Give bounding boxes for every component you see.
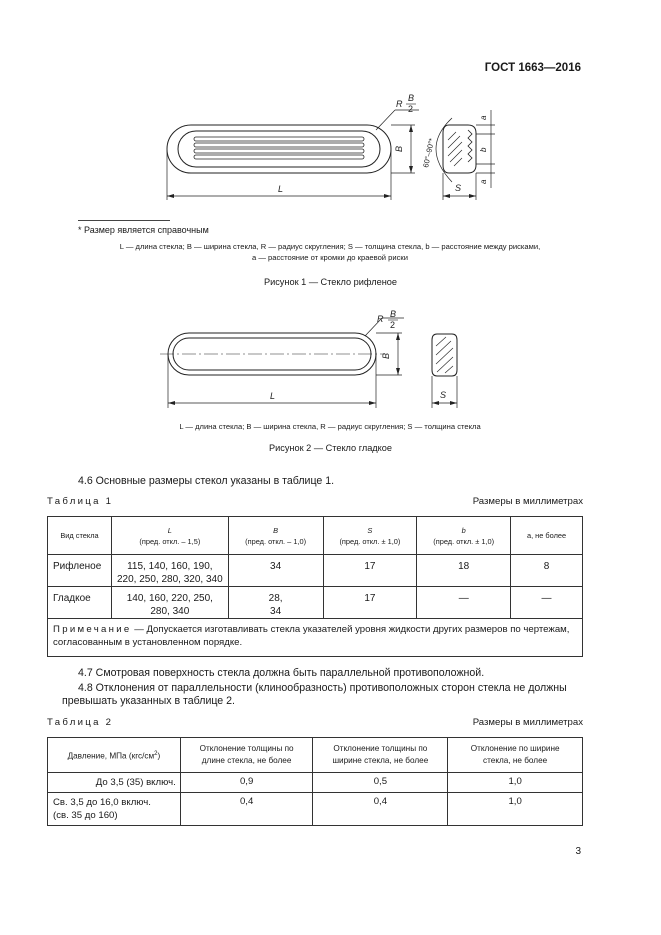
label-L-2: L xyxy=(270,391,276,401)
table-1-note: Примечание — Допускается изготавливать стекла указателей уровня жидкости других размеров по чертежам, согласованным в установленном порядке. xyxy=(48,619,583,657)
t1-h-a: a, не более xyxy=(511,517,583,555)
t1-h-b: b (пред. откл. ± 1,0) xyxy=(417,517,511,555)
standard-number: ГОСТ 1663—2016 xyxy=(484,62,581,74)
figure-1-footnote: * Размер является справочным xyxy=(78,225,209,235)
cross-section-smooth xyxy=(432,334,457,376)
t2-h-pressure: Давление, МПа $(кгс/см^2)$ xyxy=(48,738,181,773)
figure-1-legend-line-1: L — длина стекла; B — ширина стекла, R — радиус скругления; S — толщина стекла, b — расстояние между рисками, xyxy=(119,242,541,251)
table-2 xyxy=(47,737,583,826)
label-B: B xyxy=(394,145,404,152)
label-a-top: a xyxy=(479,115,488,120)
label-B-den-2: 2 xyxy=(390,320,396,330)
figure-2-legend: L — длина стекла; B — ширина стекла, R — радиус скругления; S — толщина стекла xyxy=(179,422,481,431)
label-angle: 60°–90°* xyxy=(421,137,437,169)
figure-2-drawing xyxy=(0,305,661,410)
label-B-den: 2 xyxy=(408,104,414,114)
figure-1-drawing xyxy=(0,90,661,205)
label-R: R xyxy=(396,99,403,109)
table-2-units: Размеры в миллиметрах xyxy=(472,717,583,728)
table-row: До 3,5 (35) включ. 0,9 0,5 1,0 xyxy=(48,773,583,793)
section-4-6: 4.6 Основные размеры стекол указаны в таблице 1. xyxy=(78,475,335,487)
ribs xyxy=(194,137,364,159)
page-number: 3 xyxy=(575,846,581,857)
footnote-rule xyxy=(78,220,170,221)
table-1 xyxy=(47,516,583,657)
label-a-bottom: a xyxy=(479,179,488,184)
dim-R-leader xyxy=(376,110,395,130)
label-S: S xyxy=(455,183,462,193)
t1-h-L: L (пред. откл. – 1,5) xyxy=(111,517,228,555)
table-1-header xyxy=(48,517,583,555)
table-1-title: Таблица 1 xyxy=(47,496,114,507)
t2-h-length-dev: Отклонение толщины по длине стекла, не более xyxy=(180,738,313,773)
figure-1-legend-line-2: a — расстояние от кромки до краевой риски xyxy=(252,253,408,262)
t2-h-width-dev: Отклонение по ширине стекла, не более xyxy=(448,738,583,773)
table-1-note-row xyxy=(48,619,583,657)
label-L: L xyxy=(278,184,284,194)
table-2-title: Таблица 2 xyxy=(47,717,114,728)
table-1-units: Размеры в миллиметрах xyxy=(472,496,583,507)
section-4-8: 4.8 Отклонения от параллельности (клинообразность) противоположных сторон стекла не должны превышать указанных в таблице 2. xyxy=(62,682,567,707)
label-B-2: B xyxy=(381,352,391,359)
t1-h-type: Вид стекла xyxy=(48,517,112,555)
section-4-7: 4.7 Смотровая поверхность стекла должна быть параллельной противоположной. xyxy=(78,667,485,679)
figure-1-caption: Рисунок 1 — Стекло рифленое xyxy=(263,277,398,287)
table-2-header xyxy=(48,738,583,773)
table-row: Гладкое 140, 160, 220, 250, 280, 340 28, 34 17 — — xyxy=(48,587,583,619)
t1-h-B: B (пред. откл. – 1,0) xyxy=(228,517,323,555)
t2-h-width-thickness-dev: Отклонение толщины по ширине стекла, не более xyxy=(313,738,448,773)
label-S-2: S xyxy=(440,390,447,400)
label-B-num-2: B xyxy=(390,309,397,319)
label-b: b xyxy=(479,147,488,152)
t1-h-S: S (пред. откл. ± 1,0) xyxy=(323,517,417,555)
table-row: Рифленое 115, 140, 160, 190, 220, 250, 280, 320, 340 34 17 18 8 xyxy=(48,555,583,587)
label-B-num: B xyxy=(408,93,415,103)
figure-2-caption: Рисунок 2 — Стекло гладкое xyxy=(268,443,393,453)
label-R-2: R xyxy=(377,314,384,324)
table-row: Св. 3,5 до 16,0 включ. (св. 35 до 160) 0,4 0,4 1,0 xyxy=(48,793,583,826)
